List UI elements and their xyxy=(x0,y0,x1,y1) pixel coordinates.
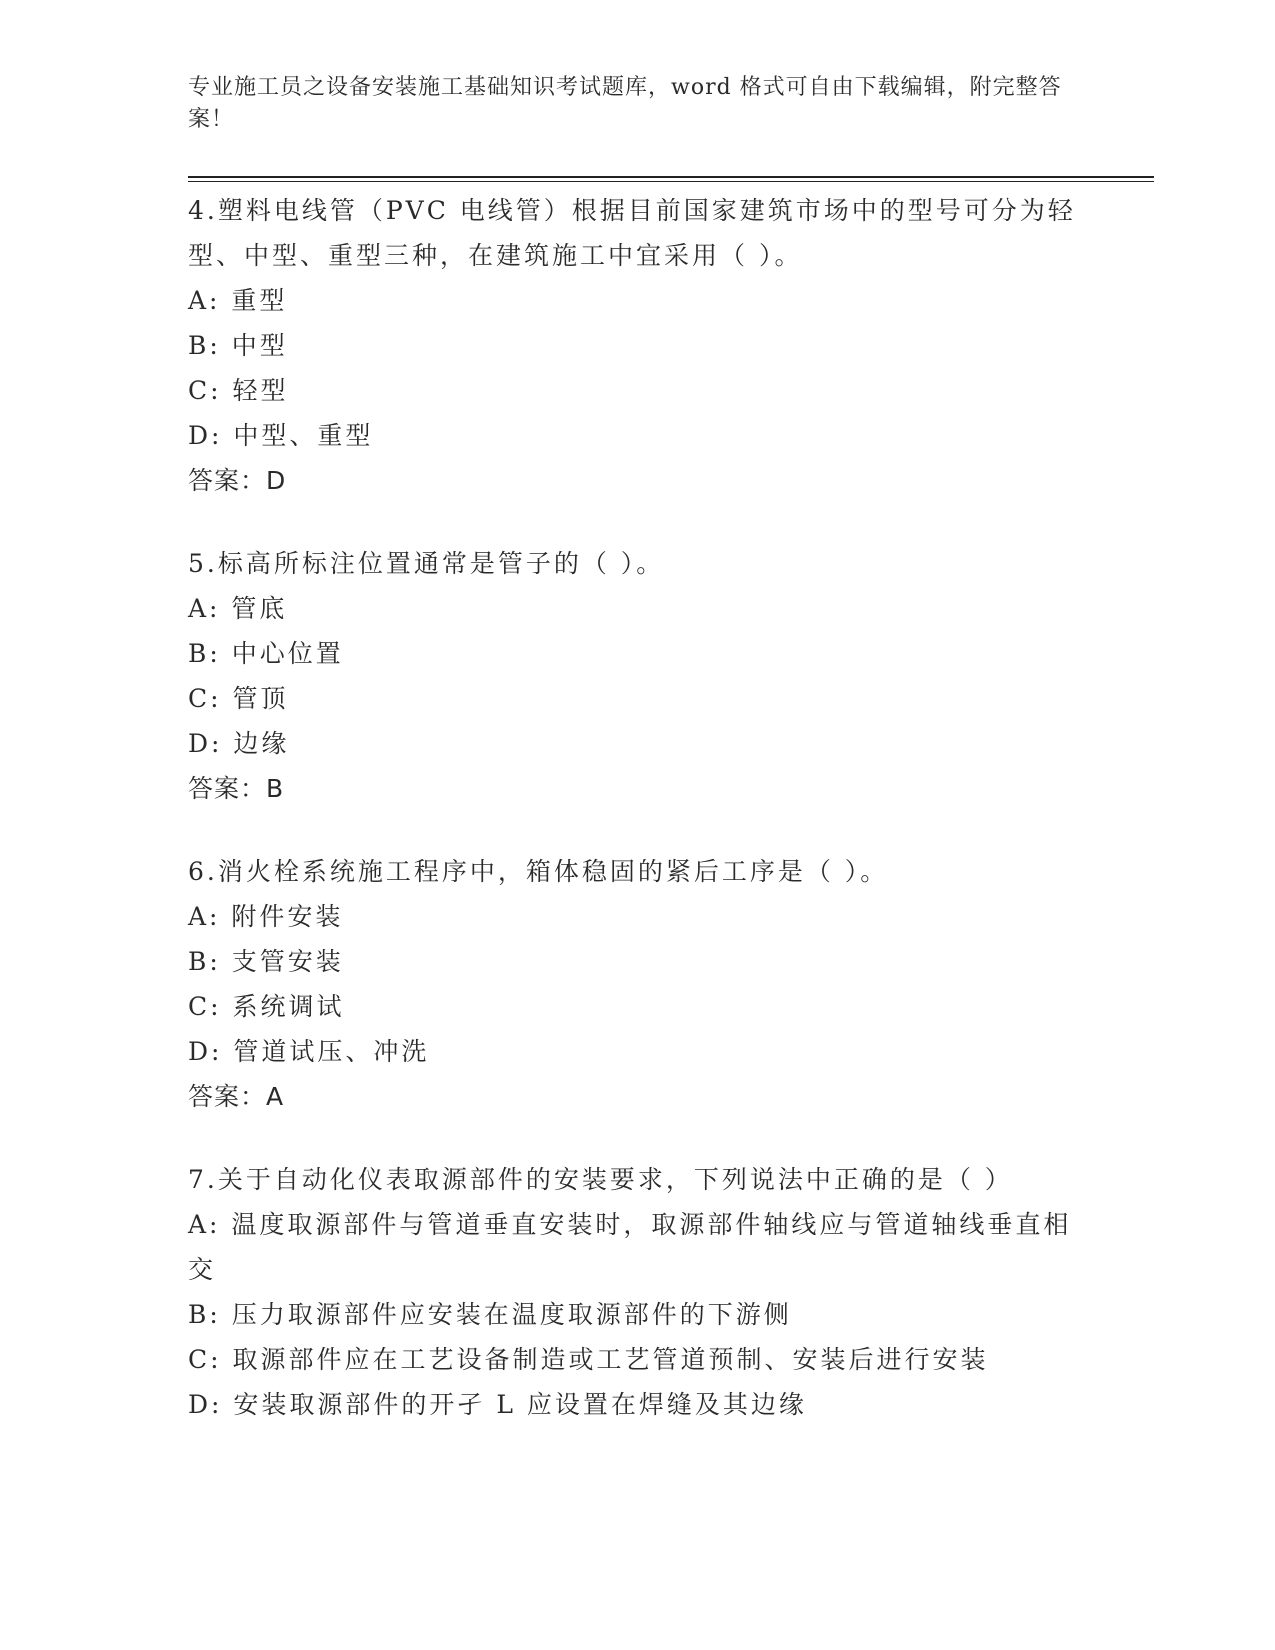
option-a: A: 附件安装 xyxy=(188,902,344,931)
answer-line: 答案：D xyxy=(188,466,287,495)
question-stem: 7.关于自动化仪表取源部件的安装要求，下列说法中正确的是（ ） xyxy=(188,1165,1013,1194)
option-d: D: 中型、重型 xyxy=(188,421,374,450)
question-4 xyxy=(188,188,1088,503)
option-d: D: 安装取源部件的开孑 L 应设置在焊缝及其边缘 xyxy=(188,1390,807,1419)
question-stem: 6.消火栓系统施工程序中，箱体稳固的紧后工序是（ ）。 xyxy=(188,857,889,886)
option-b: B: 中型 xyxy=(188,331,288,360)
option-a: A: 重型 xyxy=(188,286,288,315)
option-b: B: 支管安装 xyxy=(188,947,344,976)
option-a: A: 管底 xyxy=(188,594,288,623)
document-header: 专业施工员之设备安装施工基础知识考试题库，word 格式可自由下载编辑，附完整答案！ xyxy=(188,75,1062,132)
option-c: C: 管顶 xyxy=(188,684,289,713)
option-b: B: 压力取源部件应安装在温度取源部件的下游侧 xyxy=(188,1300,792,1329)
question-6 xyxy=(188,849,1088,1119)
option-c: C: 轻型 xyxy=(188,376,289,405)
option-c: C: 取源部件应在工艺设备制造或工艺管道预制、安装后进行安装 xyxy=(188,1345,989,1374)
option-b: B: 中心位置 xyxy=(188,639,344,668)
answer-line: 答案：A xyxy=(188,1082,285,1111)
question-7 xyxy=(188,1157,1088,1427)
question-list xyxy=(188,188,1088,1465)
option-d: D: 边缘 xyxy=(188,729,290,758)
header-divider xyxy=(188,176,1154,182)
option-c: C: 系统调试 xyxy=(188,992,345,1021)
option-a: A: 温度取源部件与管道垂直安装时，取源部件轴线应与管道轴线垂直相交 xyxy=(188,1210,1072,1284)
option-d: D: 管道试压、冲洗 xyxy=(188,1037,430,1066)
question-stem: 4.塑料电线管（PVC 电线管）根据目前国家建筑市场中的型号可分为轻型、中型、重型三种，在建筑施工中宜采用（ ）。 xyxy=(188,196,1076,270)
question-5 xyxy=(188,541,1088,811)
answer-line: 答案：B xyxy=(188,774,285,803)
question-stem: 5.标高所标注位置通常是管子的（ ）。 xyxy=(188,549,665,578)
